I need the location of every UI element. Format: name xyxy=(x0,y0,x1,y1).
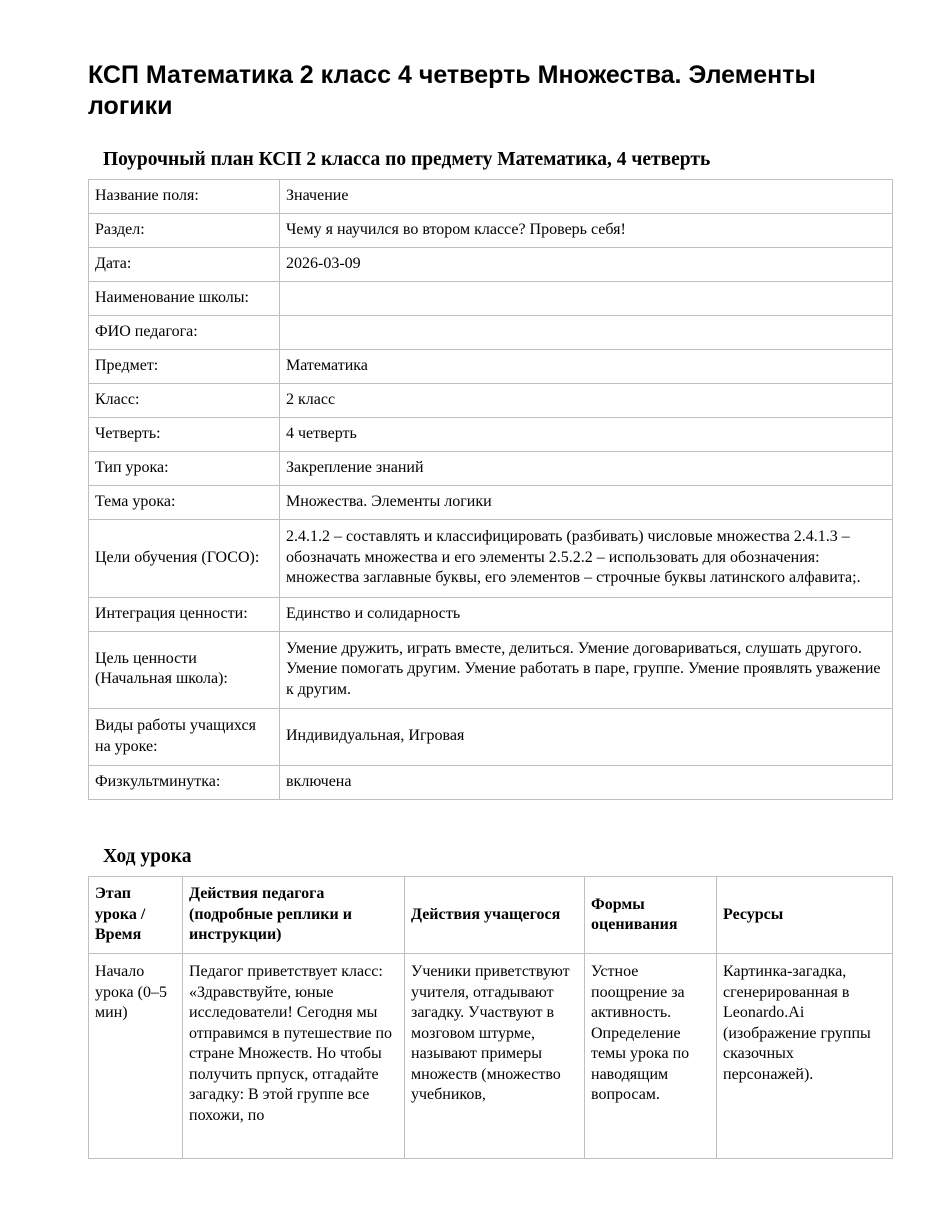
table-row xyxy=(89,631,893,709)
lesson-table xyxy=(88,876,893,1159)
field-label: Название поля: xyxy=(89,180,280,214)
field-value: Множества. Элементы логики xyxy=(280,486,893,520)
table-row xyxy=(89,214,893,248)
teacher-actions-cell: Педагог приветствует класс: «Здравствуйте, юные исследователи! Сегодня мы отправимся в путешествие по стране Множеств. Но чтобы получить прпуск, отгадайте загадку: В этой группе все похожи, по xyxy=(183,954,405,1159)
field-label: Дата: xyxy=(89,248,280,282)
resources-cell: Картинка-загадка, сгенерированная в Leonardo.Ai (изображение группы сказочных персонажей). xyxy=(717,954,893,1159)
field-label: Физкультминутка: xyxy=(89,766,280,800)
column-header-student: Действия учащегося xyxy=(405,877,585,954)
field-label: Тип урока: xyxy=(89,452,280,486)
table-row xyxy=(89,520,893,598)
field-label: Цель ценности (Начальная школа): xyxy=(89,631,280,709)
field-label: Четверть: xyxy=(89,418,280,452)
plan-subtitle: Поурочный план КСП 2 класса по предмету Математика, 4 четверть xyxy=(103,149,711,170)
field-value: 2026-03-09 xyxy=(280,248,893,282)
field-label: Тема урока: xyxy=(89,486,280,520)
table-row xyxy=(89,418,893,452)
field-value xyxy=(280,316,893,350)
field-value: 4 четверть xyxy=(280,418,893,452)
table-row xyxy=(89,248,893,282)
field-label: Виды работы учащихся на уроке: xyxy=(89,709,280,766)
field-label: Наименование школы: xyxy=(89,282,280,316)
field-value: включена xyxy=(280,766,893,800)
field-value: Умение дружить, играть вместе, делиться. Умение договариваться, слушать другого. Умение помогать другим. Умение работать в паре, группе. Умение проявлять уважение к другим. xyxy=(280,631,893,709)
field-label: Цели обучения (ГОСО): xyxy=(89,520,280,598)
field-value: 2 класс xyxy=(280,384,893,418)
table-row xyxy=(89,350,893,384)
field-value: Единство и солидарность xyxy=(280,597,893,631)
field-value: Математика xyxy=(280,350,893,384)
field-value: Индивидуальная, Игровая xyxy=(280,709,893,766)
table-header-row xyxy=(89,877,893,954)
column-header-teacher: Действия педагога (подробные реплики и инструкции) xyxy=(183,877,405,954)
field-value: 2.4.1.2 – составлять и классифицировать (разбивать) числовые множества 2.4.1.3 – обозначать множества и его элементы 2.5.2.2 – использовать для обозначения: множества заглавные буквы, его элементов – строчные буквы латинского алфавита;. xyxy=(280,520,893,598)
stage-cell: Начало урока (0–5 мин) xyxy=(89,954,183,1159)
column-header-assessment: Формы оценивания xyxy=(585,877,717,954)
field-value: Значение xyxy=(280,180,893,214)
table-row xyxy=(89,954,893,1159)
table-row xyxy=(89,180,893,214)
table-row xyxy=(89,766,893,800)
column-header-resources: Ресурсы xyxy=(717,877,893,954)
table-row xyxy=(89,597,893,631)
lesson-progress-heading: Ход урока xyxy=(103,846,192,867)
field-value xyxy=(280,282,893,316)
table-row xyxy=(89,384,893,418)
page-title: КСП Математика 2 класс 4 четверть Множества. Элементы логики xyxy=(88,61,816,120)
table-row xyxy=(89,282,893,316)
field-label: ФИО педагога: xyxy=(89,316,280,350)
field-label: Интеграция ценности: xyxy=(89,597,280,631)
table-row xyxy=(89,316,893,350)
table-row xyxy=(89,486,893,520)
column-header-stage: Этап урока / Время xyxy=(89,877,183,954)
table-row xyxy=(89,709,893,766)
field-label: Предмет: xyxy=(89,350,280,384)
field-label: Класс: xyxy=(89,384,280,418)
field-label: Раздел: xyxy=(89,214,280,248)
field-value: Закрепление знаний xyxy=(280,452,893,486)
info-table xyxy=(88,179,893,800)
assessment-cell: Устное поощрение за активность. Определение темы урока по наводящим вопросам. xyxy=(585,954,717,1159)
table-row xyxy=(89,452,893,486)
student-actions-cell: Ученики приветствуют учителя, отгадывают загадку. Участвуют в мозговом штурме, называют примеры множеств (множество учебников, xyxy=(405,954,585,1159)
field-value: Чему я научился во втором классе? Проверь себя! xyxy=(280,214,893,248)
